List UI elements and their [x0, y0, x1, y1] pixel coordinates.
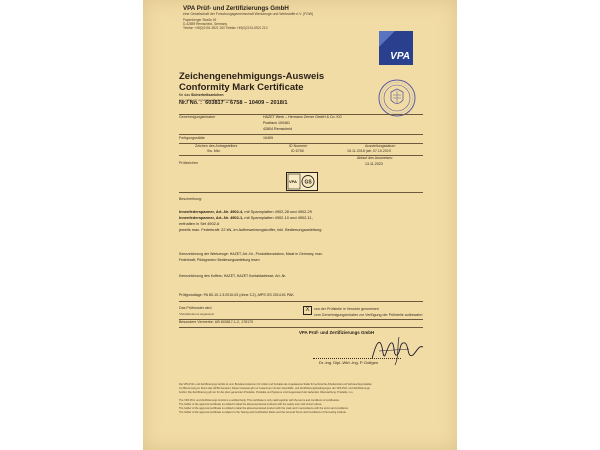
- intro-line: für das Sicherheitszeichen: [179, 93, 224, 97]
- issuer-contact-line: Telefon +49(0)2191-5921 200 Telefax +49(0)2191-5921 210: [183, 26, 268, 30]
- description-line: jeweils max. Federkraft: 22 kN, im Aufbewahrungskoffer, inkl. Bedienungsanleitung: [179, 227, 322, 232]
- issuer-address-line: D-42859 Remscheid, Germany: [183, 22, 227, 26]
- fineprint-line: Die VPA Prüf- und Zertifizierungs GmbH ist vom Bundesministerium für Arbeit und Soziales als zugelassene Stelle für technische Arbeitsmittel und Verbraucherprodukte: [179, 383, 372, 386]
- sample-checkbox: X: [303, 306, 312, 315]
- holder-po-box: Postfach 100461: [263, 121, 290, 125]
- fineprint-line: The VPA Prüf- und Zertifizierungs GmbH is a notified body. This certificate is only valid together with the terms and conditions of certification.: [179, 399, 340, 402]
- marking-line: Kennzeichnung des Koffers: HAZET, HAZET Kontaktadresse, Art.-Nr.: [179, 274, 287, 278]
- sample-note: *Zutreffendes ist angekreuzt: [179, 312, 214, 316]
- marking-line: Kennzeichnung der Werkzeuge: HAZET, Art.-Nr., Produktionsdatum, Made in Germany, max.: [179, 252, 323, 256]
- issuer-name: VPA Prüf- und Zertifizierungs GmbH: [183, 5, 289, 12]
- holder-city: 42804 Remscheid: [263, 127, 292, 131]
- expiry-value: 13.11.2023: [365, 162, 383, 166]
- vpa-logo-text: VPA: [390, 51, 410, 62]
- factory-value: 10409: [263, 136, 273, 140]
- applicant-mark-value: Sw. Mkt.: [207, 149, 221, 153]
- holder-name: HAZET Werk – Hermann Zerver GmbH & Co. KG: [263, 115, 342, 119]
- certificate-number: Nr./ No. : 603817 – 6758 – 10409 – 2018/1: [179, 100, 288, 106]
- signature-line: [313, 358, 401, 359]
- fineprint-line: zur Benennung im Sinne des GPSG benannt. Dieser Ausweis gilt nur zusammen mit den Geschäfts- und Zertifizierungsbedingungen der VPA Prüf- und Zertifizierungs: [179, 387, 370, 390]
- fineprint-line: The holder of the approval certificate is subject to the Testing and Certification Rules and the General Terms and Conditions of the testing institute.: [179, 411, 347, 414]
- issuer-subtitle: eine Gesellschaft der Forschungsgemeinschaft Werkzeuge und Werkstoffe e.V. (FGW): [183, 12, 314, 16]
- expiry-label: Ablauf des Ausweises:: [357, 156, 393, 160]
- signature-org: VPA Prüf- und Zertifizierungs GmbH: [299, 330, 375, 335]
- fineprint-line: The holder of the approval certificate is entitled to label the abovementioned products with the safety test mark shown above.: [179, 403, 323, 406]
- id-number-header: ID Nummer: [289, 144, 308, 148]
- certificate-title-en: Conformity Mark Certificate: [179, 82, 304, 93]
- factory-label: Fertigungsstätte: [179, 136, 205, 140]
- description-label: Beschreibung:: [179, 197, 202, 201]
- test-mark-label: Prüfzeichen: [179, 161, 198, 165]
- holder-label: Genehmigungsinhaber: [179, 115, 216, 119]
- fineprint-line: GmbH. Die Zertifizierung gilt nur für die oben genannten Produkte. Produkte und Systeme sind Gegenstand der laufenden Überwachung. Produkte: s.o.: [179, 391, 354, 394]
- sample-option-2: vom Genehmigungsinhaber zur Verfügung der Prüfstelle aufbewahrt: [314, 313, 423, 317]
- svg-text:GS: GS: [304, 179, 312, 186]
- id-number-value: ID 6758: [291, 149, 304, 153]
- marking-line: Federkraft, Piktogramm: Bedienungsanleitung lesen: [179, 258, 260, 262]
- issue-date-header: Ausstellungsdatum: [365, 144, 396, 148]
- description-line: Innenfederspanner, Art.-Nr. 4902-4, mit Spannplatten 4902-28 und 4902-29: [179, 209, 312, 214]
- gs-mark-icon: [286, 172, 318, 191]
- sample-label: Das Prüfmuster wird: [179, 306, 212, 310]
- certificate-page: [143, 0, 457, 450]
- test-basis: Prüfgrundlage: PA 80-10.1.3:2010-03 (ohne 3.2), AfPS GS 2014:01 PAK: [179, 293, 294, 297]
- certificate-title-de: Zeichengenehmigungs-Ausweis: [179, 71, 325, 82]
- vpa-seal-icon: [377, 78, 417, 118]
- issue-date-value: 15.11.2018 (ab: 07.10.2019: [347, 149, 391, 153]
- applicant-mark-header: Zeichen des Antragstellers: [195, 144, 238, 148]
- fineprint-line: The holder of the approval certificate is entitled to label the abovementioned product with the mark and in accordance with the terms and conditions.: [179, 407, 349, 410]
- sample-option-1: von der Prüfstelle in Verwahr genommen: [314, 307, 379, 311]
- description-line: Innenfederspanner, Art.-Nr. 4902-1, mit Spannplatten 4902-10 und 4902-11,: [179, 215, 313, 220]
- gs-mark-text: VPA: [289, 179, 297, 184]
- intro-note: (nur gültig mit umseitigen Bedingungen): [179, 97, 233, 102]
- issuer-address-line: Papenberger Straße 49: [183, 18, 217, 22]
- signatory-name: Dr.-Ing. Dipl.-Wirt.-Ing. P. Dolfgen: [319, 360, 379, 365]
- special-remarks: Besondere Vermerke: UB 603817-1-2, 178170: [179, 320, 254, 324]
- vpa-logo: [379, 31, 413, 65]
- description-line: enthalten in Set 4902-6: [179, 221, 220, 226]
